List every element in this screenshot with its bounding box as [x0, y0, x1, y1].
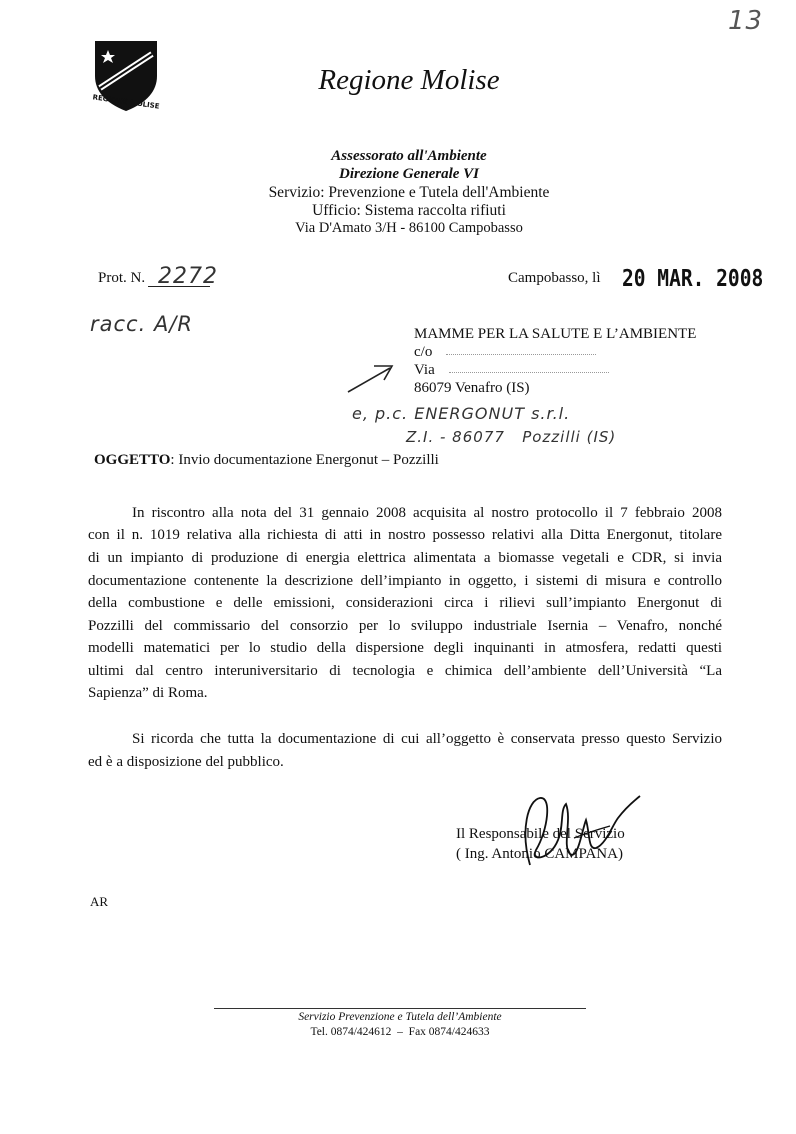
redacted-field: [449, 368, 609, 373]
footer-service: Servizio Prevenzione e Tutela dell’Ambiente: [298, 1011, 502, 1023]
recipient-city: 86079 Venafro (IS): [414, 380, 530, 396]
body-line: con il n. 1019 relativa alla richiesta di atti in nostro possesso relativi alla Ditta Energonut, titolare: [88, 527, 722, 543]
emblem-caption: REGIONE MOLISE: [92, 93, 160, 111]
subject-label: OGGETTO: [94, 452, 171, 468]
place-date-label: Campobasso, lì: [508, 270, 601, 286]
arrow-icon: [344, 358, 404, 398]
subject: [94, 452, 439, 469]
directorate-name: Direzione Generale VI: [339, 166, 479, 182]
recipient-co-label: c/o: [414, 344, 433, 360]
recipient-name: MAMME PER LA SALUTE E L’AMBIENTE: [414, 326, 697, 342]
body-line: Sapienza” di Roma.: [88, 685, 208, 701]
recipient-co: [414, 344, 596, 361]
protocol-label: Prot. N.: [98, 270, 146, 286]
initials: AR: [90, 894, 109, 909]
footer-contacts: Tel. 0874/424612 – Fax 0874/424633: [310, 1026, 490, 1038]
service-name: Servizio: Prevenzione e Tutela dell'Ambiente: [268, 184, 550, 201]
body-line: Pozzilli del commissario del consorzio per lo sviluppo industriale Isernia – Venafro, nonché: [88, 618, 722, 634]
body-line: documentazione contenente la descrizione dell’impianto in oggetto, i sistemi di misura e controllo: [88, 573, 722, 589]
page-number-handwritten: 13: [728, 6, 764, 36]
handwritten-note: racc. A/R: [90, 312, 193, 336]
recipient-street: [414, 362, 609, 379]
redacted-field: [446, 350, 596, 355]
protocol-number: 2272: [158, 264, 218, 289]
body-line: della combustione e delle emissioni, considerazioni circa i rilievi sull’impianto Energonut di: [88, 595, 722, 611]
body-line: ultimi dal centro interuniversitario di tecnologia e chimica dell’ambiente dell’Università “La: [88, 663, 722, 679]
cc-line-2: Z.I. - 86077 Pozzilli (IS): [406, 428, 617, 446]
signature-name: ( Ing. Antonio CAMPANA): [456, 846, 623, 862]
body-line: Si ricorda che tutta la documentazione di cui all’oggetto è conservata presso questo Servizio: [132, 731, 722, 747]
subject-text: : Invio documentazione Energonut – Pozzilli: [170, 452, 439, 468]
office-name: Ufficio: Sistema raccolta rifiuti: [312, 202, 506, 219]
body-line: di un impianto di produzione di energia elettrica alimentata a biomasse vegetali e CDR, si invia: [88, 550, 722, 566]
office-address: Via D'Amato 3/H - 86100 Campobasso: [295, 220, 523, 236]
department-name: Assessorato all'Ambiente: [331, 148, 487, 164]
cc-line-1: e, p.c. ENERGONUT s.r.l.: [352, 404, 571, 423]
date-stamp: 20 MAR. 2008: [622, 266, 764, 292]
body-line: In riscontro alla nota del 31 gennaio 2008 acquisita al nostro protocollo il 7 febbraio 2008: [132, 505, 722, 521]
region-title: Regione Molise: [318, 64, 500, 96]
handwritten-signature: [500, 790, 650, 880]
body-line: ed è a disposizione del pubblico.: [88, 754, 284, 770]
recipient-street-label: Via: [414, 362, 435, 378]
signature-title: Il Responsabile del Servizio: [456, 826, 625, 842]
footer-rule: [214, 1008, 586, 1009]
body-line: modelli matematici per lo studio della dispersione degli inquinanti in atmosfera, redatti questi: [88, 640, 722, 656]
